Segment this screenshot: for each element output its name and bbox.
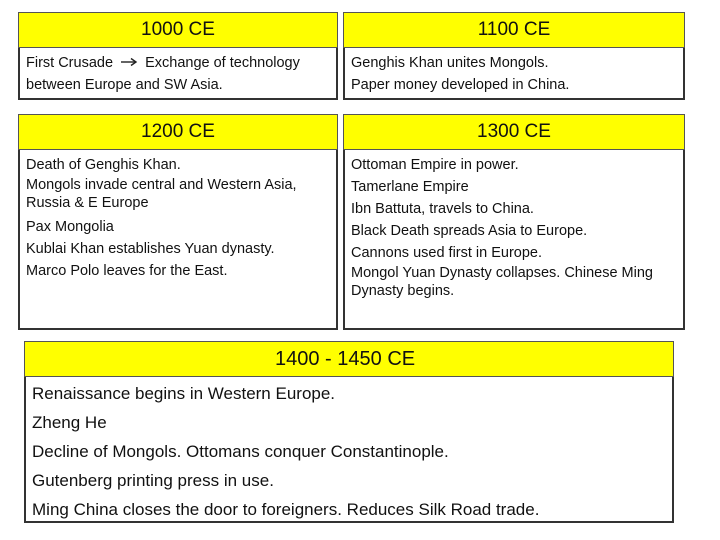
cell-1300-ce-line: Black Death spreads Asia to Europe. [351,223,588,239]
cell-1200-ce [18,114,338,330]
cell-1400-1450-ce [24,341,674,523]
cell-1000-ce-body [18,48,338,100]
cell-1300-ce-line: Tamerlane Empire [351,179,469,195]
right-arrow-icon [120,52,138,74]
cell-1300-ce-line: Ibn Battuta, travels to China. [351,201,534,217]
cell-1300-ce-line: Mongol Yuan Dynasty collapses. Chinese Ming Dynasty begins. [351,265,653,299]
cell-1400-1450-ce-line: Renaissance begins in Western Europe. [32,384,336,403]
cell-1200-ce-line: Kublai Khan establishes Yuan dynasty. [26,241,275,257]
cell-1300-ce-line: Ottoman Empire in power. [351,157,519,173]
cell-1100-ce-line: Paper money developed in China. [351,77,570,93]
cell-1200-ce-line: Mongols invade central and Western Asia, Russia & E Europe [26,177,297,211]
cell-1400-1450-ce-line: Ming China closes the door to foreigners. Reduces Silk Road trade. [32,500,540,519]
cell-1300-ce-line: Cannons used first in Europe. [351,245,543,261]
cell-1000-ce [18,12,338,100]
cell-1300-ce-body [343,150,685,330]
cell-1000-ce-line-2: between Europe and SW Asia. [26,77,223,93]
cell-1100-ce-body [343,48,685,100]
cell-1200-ce-line: Pax Mongolia [26,219,114,235]
cell-1200-ce-line: Marco Polo leaves for the East. [26,263,228,279]
first-crusade-text: First Crusade [26,55,114,71]
cell-1400-1450-ce-line: Gutenberg printing press in use. [32,471,274,490]
cell-1300-ce-header: 1300 CE [343,114,685,150]
cell-1400-1450-ce-line: Decline of Mongols. Ottomans conquer Constantinople. [32,442,449,461]
cell-1100-ce [343,12,685,100]
cell-1000-ce-line-1 [26,52,330,74]
cell-1100-ce-line: Genghis Khan unites Mongols. [351,55,549,71]
cell-1400-1450-ce-header: 1400 - 1450 CE [24,341,674,377]
cell-1400-1450-ce-body [24,377,674,523]
exchange-text: Exchange of technology [145,55,300,71]
cell-1200-ce-body [18,150,338,330]
cell-1100-ce-header: 1100 CE [343,12,685,48]
cell-1200-ce-line: Death of Genghis Khan. [26,157,181,173]
cell-1300-ce [343,114,685,330]
cell-1200-ce-header: 1200 CE [18,114,338,150]
cell-1000-ce-header: 1000 CE [18,12,338,48]
cell-1400-1450-ce-line: Zheng He [32,413,107,432]
